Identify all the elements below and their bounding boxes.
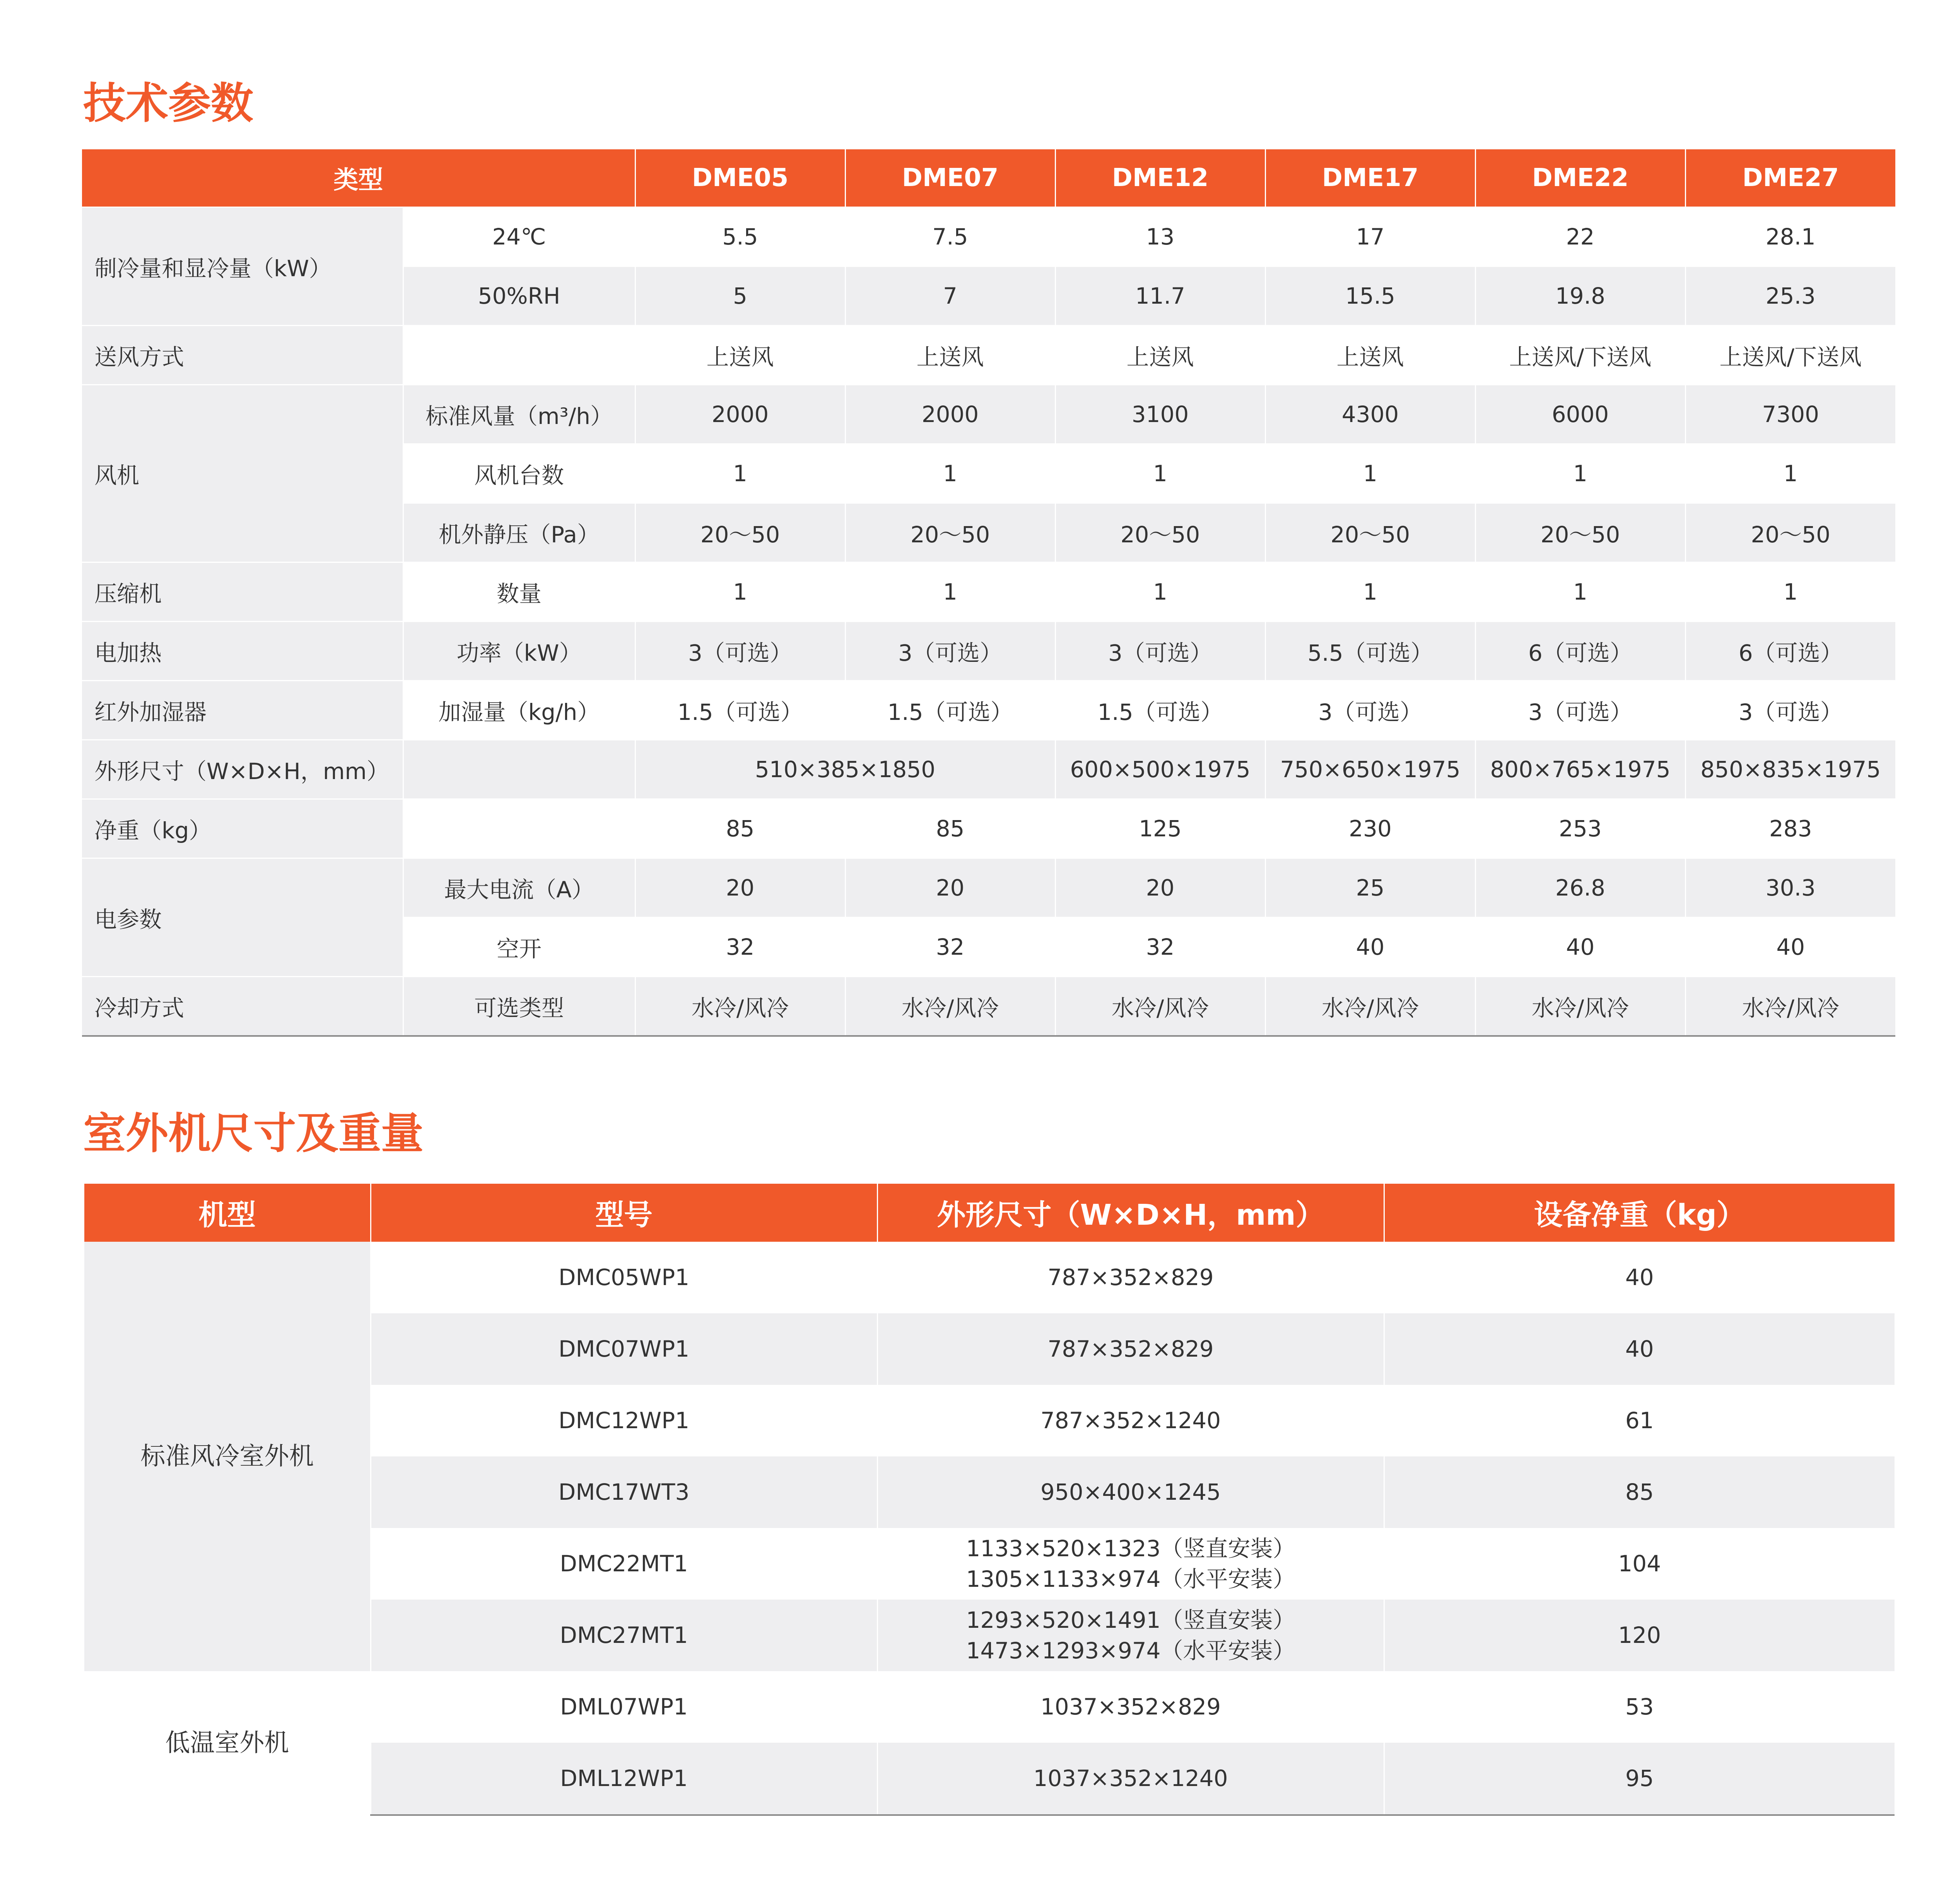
spec-cell: 1 <box>845 562 1055 622</box>
spec-cell: 上送风 <box>1265 326 1475 385</box>
spec-cell: 850×835×1975 <box>1685 740 1895 799</box>
size-line: 1037×352×829 <box>1040 1694 1221 1720</box>
column-header: 型号 <box>371 1184 877 1242</box>
size-line: 787×352×829 <box>1047 1264 1214 1291</box>
row-category: 送风方式 <box>82 326 403 385</box>
model-header: DME27 <box>1685 149 1895 207</box>
spec-cell: 1 <box>1475 562 1685 622</box>
spec-cell: 32 <box>1055 918 1265 977</box>
model-cell: DMC27MT1 <box>371 1600 877 1671</box>
column-header: 机型 <box>84 1184 371 1242</box>
size-cell <box>877 1743 1384 1815</box>
spec-cell: 20～50 <box>845 503 1055 562</box>
spec-cell: 上送风 <box>1055 326 1265 385</box>
row-param: 数量 <box>403 562 635 622</box>
spec-cell: 6（可选） <box>1475 622 1685 681</box>
outdoor-row <box>84 1242 1895 1313</box>
spec-row <box>82 799 1895 858</box>
spec-table <box>82 149 1895 1037</box>
spec-cell: 40 <box>1685 918 1895 977</box>
weight-cell: 61 <box>1384 1385 1895 1456</box>
spec-cell: 11.7 <box>1055 267 1265 326</box>
spec-cell: 253 <box>1475 799 1685 858</box>
spec-cell: 85 <box>635 799 845 858</box>
spec-cell: 1 <box>635 444 845 503</box>
unit-type: 低温室外机 <box>84 1671 371 1815</box>
weight-cell: 120 <box>1384 1600 1895 1671</box>
spec-cell: 19.8 <box>1475 267 1685 326</box>
spec-row <box>82 681 1895 740</box>
size-line: 1037×352×1240 <box>1033 1765 1228 1792</box>
spec-cell: 40 <box>1475 918 1685 977</box>
spec-row <box>82 858 1895 918</box>
spec-cell: 1 <box>1265 444 1475 503</box>
spec-cell: 20 <box>1055 858 1265 918</box>
spec-cell: 上送风 <box>635 326 845 385</box>
model-cell: DML12WP1 <box>371 1743 877 1815</box>
row-param: 空开 <box>403 918 635 977</box>
spec-cell: 600×500×1975 <box>1055 740 1265 799</box>
row-category: 红外加湿器 <box>82 681 403 740</box>
weight-cell: 95 <box>1384 1743 1895 1815</box>
spec-cell: 20～50 <box>1265 503 1475 562</box>
row-category: 电参数 <box>82 858 403 977</box>
weight-cell: 104 <box>1384 1528 1895 1600</box>
spec-cell: 1 <box>1265 562 1475 622</box>
spec-cell: 6000 <box>1475 385 1685 444</box>
spec-cell: 3（可选） <box>635 622 845 681</box>
model-cell: DMC17WT3 <box>371 1456 877 1528</box>
spec-cell: 17 <box>1265 207 1475 267</box>
spec-cell: 25.3 <box>1685 267 1895 326</box>
weight-cell: 85 <box>1384 1456 1895 1528</box>
spec-section-title: 技术参数 <box>83 79 253 128</box>
size-cell <box>877 1313 1384 1385</box>
spec-cell: 800×765×1975 <box>1475 740 1685 799</box>
spec-cell: 5 <box>635 267 845 326</box>
model-cell: DMC12WP1 <box>371 1385 877 1456</box>
spec-cell: 3100 <box>1055 385 1265 444</box>
outdoor-row <box>84 1671 1895 1743</box>
size-cell <box>877 1385 1384 1456</box>
spec-cell: 1 <box>1475 444 1685 503</box>
row-param: 风机台数 <box>403 444 635 503</box>
model-header: DME17 <box>1265 149 1475 207</box>
spec-cell: 20 <box>635 858 845 918</box>
spec-cell: 1 <box>845 444 1055 503</box>
spec-cell: 1.5（可选） <box>635 681 845 740</box>
spec-cell: 水冷/风冷 <box>1055 977 1265 1036</box>
spec-cell: 40 <box>1265 918 1475 977</box>
size-cell <box>877 1242 1384 1313</box>
spec-cell: 7300 <box>1685 385 1895 444</box>
spec-cell: 水冷/风冷 <box>1475 977 1685 1036</box>
model-header: DME07 <box>845 149 1055 207</box>
row-category: 风机 <box>82 385 403 562</box>
spec-cell: 2000 <box>635 385 845 444</box>
spec-cell: 15.5 <box>1265 267 1475 326</box>
spec-cell: 510×385×1850 <box>635 740 1055 799</box>
model-header: DME12 <box>1055 149 1265 207</box>
row-category: 电加热 <box>82 622 403 681</box>
spec-cell: 3（可选） <box>845 622 1055 681</box>
size-cell <box>877 1456 1384 1528</box>
spec-cell: 上送风/下送风 <box>1685 326 1895 385</box>
spec-cell: 20～50 <box>1055 503 1265 562</box>
spec-cell: 13 <box>1055 207 1265 267</box>
spec-row <box>82 207 1895 267</box>
spec-cell: 20～50 <box>1685 503 1895 562</box>
spec-cell: 水冷/风冷 <box>1685 977 1895 1036</box>
size-line: 1305×1133×974（水平安装） <box>966 1566 1295 1592</box>
spec-cell: 3（可选） <box>1475 681 1685 740</box>
spec-cell: 4300 <box>1265 385 1475 444</box>
model-cell: DMC22MT1 <box>371 1528 877 1600</box>
model-cell: DMC05WP1 <box>371 1242 877 1313</box>
model-header: DME22 <box>1475 149 1685 207</box>
model-header: DME05 <box>635 149 845 207</box>
spec-header-row <box>82 149 1895 207</box>
row-category: 冷却方式 <box>82 977 403 1036</box>
spec-row <box>82 622 1895 681</box>
spec-cell: 7.5 <box>845 207 1055 267</box>
row-param: 50%RH <box>403 267 635 326</box>
row-param: 最大电流（A） <box>403 858 635 918</box>
size-cell <box>877 1600 1384 1671</box>
spec-cell: 水冷/风冷 <box>1265 977 1475 1036</box>
spec-cell: 1 <box>1055 444 1265 503</box>
spec-cell: 22 <box>1475 207 1685 267</box>
spec-cell: 1 <box>635 562 845 622</box>
spec-row <box>82 740 1895 799</box>
row-param: 加湿量（kg/h） <box>403 681 635 740</box>
row-category: 压缩机 <box>82 562 403 622</box>
spec-cell: 26.8 <box>1475 858 1685 918</box>
spec-cell: 20～50 <box>1475 503 1685 562</box>
row-category: 外形尺寸（W×D×H，mm） <box>82 740 403 799</box>
size-line: 1133×520×1323（竖直安装） <box>966 1535 1295 1562</box>
row-param: 功率（kW） <box>403 622 635 681</box>
size-line: 1293×520×1491（竖直安装） <box>966 1607 1295 1634</box>
spec-cell: 230 <box>1265 799 1475 858</box>
spec-row <box>82 977 1895 1036</box>
size-cell <box>877 1528 1384 1600</box>
row-param <box>403 799 635 858</box>
spec-row <box>82 562 1895 622</box>
weight-cell: 40 <box>1384 1242 1895 1313</box>
row-param: 可选类型 <box>403 977 635 1036</box>
spec-row <box>82 385 1895 444</box>
spec-cell: 1.5（可选） <box>845 681 1055 740</box>
row-category: 净重（kg） <box>82 799 403 858</box>
spec-cell: 2000 <box>845 385 1055 444</box>
spec-cell: 3（可选） <box>1685 681 1895 740</box>
weight-cell: 40 <box>1384 1313 1895 1385</box>
size-line: 787×352×829 <box>1047 1336 1214 1362</box>
spec-cell: 32 <box>845 918 1055 977</box>
spec-cell: 上送风/下送风 <box>1475 326 1685 385</box>
spec-cell: 3（可选） <box>1265 681 1475 740</box>
row-param: 标准风量（m³/h） <box>403 385 635 444</box>
spec-cell: 125 <box>1055 799 1265 858</box>
spec-cell: 1 <box>1685 562 1895 622</box>
spec-cell: 32 <box>635 918 845 977</box>
row-category: 制冷量和显冷量（kW） <box>82 207 403 326</box>
outdoor-section-title: 室外机尺寸及重量 <box>83 1109 424 1158</box>
spec-cell: 750×650×1975 <box>1265 740 1475 799</box>
column-header: 外形尺寸（W×D×H，mm） <box>877 1184 1384 1242</box>
spec-cell: 283 <box>1685 799 1895 858</box>
spec-cell: 20 <box>845 858 1055 918</box>
spec-cell: 1.5（可选） <box>1055 681 1265 740</box>
spec-cell: 1 <box>1055 562 1265 622</box>
row-param <box>403 326 635 385</box>
spec-cell: 水冷/风冷 <box>845 977 1055 1036</box>
outdoor-header-row <box>84 1184 1895 1242</box>
model-cell: DMC07WP1 <box>371 1313 877 1385</box>
size-line: 1473×1293×974（水平安装） <box>966 1637 1295 1664</box>
spec-cell: 5.5（可选） <box>1265 622 1475 681</box>
spec-cell: 6（可选） <box>1685 622 1895 681</box>
spec-cell: 水冷/风冷 <box>635 977 845 1036</box>
spec-cell: 28.1 <box>1685 207 1895 267</box>
spec-cell: 7 <box>845 267 1055 326</box>
row-param <box>403 740 635 799</box>
spec-cell: 1 <box>1685 444 1895 503</box>
spec-cell: 25 <box>1265 858 1475 918</box>
spec-row <box>82 326 1895 385</box>
spec-cell: 3（可选） <box>1055 622 1265 681</box>
weight-cell: 53 <box>1384 1671 1895 1743</box>
outdoor-table <box>84 1184 1895 1816</box>
model-cell: DML07WP1 <box>371 1671 877 1743</box>
row-param: 机外静压（Pa） <box>403 503 635 562</box>
unit-type: 标准风冷室外机 <box>84 1242 371 1671</box>
type-header: 类型 <box>82 149 635 207</box>
spec-cell: 5.5 <box>635 207 845 267</box>
size-cell <box>877 1671 1384 1743</box>
spec-cell: 85 <box>845 799 1055 858</box>
column-header: 设备净重（kg） <box>1384 1184 1895 1242</box>
size-line: 950×400×1245 <box>1040 1479 1221 1506</box>
spec-cell: 上送风 <box>845 326 1055 385</box>
spec-cell: 30.3 <box>1685 858 1895 918</box>
spec-cell: 20～50 <box>635 503 845 562</box>
size-line: 787×352×1240 <box>1040 1407 1221 1434</box>
row-param: 24℃ <box>403 207 635 267</box>
